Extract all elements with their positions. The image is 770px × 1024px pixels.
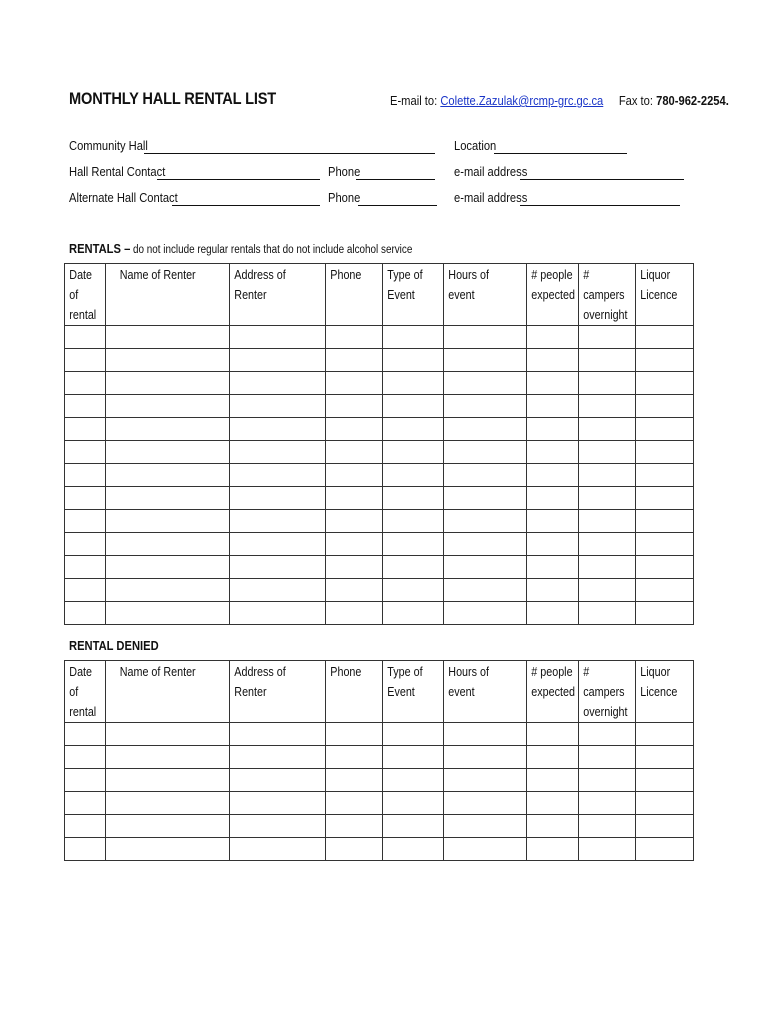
table-cell[interactable]: [65, 579, 106, 602]
table-cell[interactable]: [106, 792, 230, 815]
table-cell[interactable]: [444, 769, 527, 792]
table-cell[interactable]: [527, 487, 579, 510]
table-cell[interactable]: [326, 746, 383, 769]
table-cell[interactable]: [579, 746, 636, 769]
table-cell[interactable]: [383, 792, 444, 815]
table-cell[interactable]: [444, 326, 527, 349]
table-cell[interactable]: [106, 556, 230, 579]
table-cell[interactable]: [230, 838, 326, 861]
table-cell[interactable]: [230, 815, 326, 838]
table-cell[interactable]: [65, 746, 106, 769]
table-cell[interactable]: [636, 510, 694, 533]
table-cell[interactable]: [579, 533, 636, 556]
table-cell[interactable]: [579, 418, 636, 441]
rental-denied-table-body: [65, 723, 694, 861]
table-row: [65, 487, 694, 510]
table-cell[interactable]: [527, 838, 579, 861]
alternate-hall-contact-line[interactable]: [172, 205, 320, 206]
table-cell[interactable]: [326, 326, 383, 349]
phone-line-2[interactable]: [358, 205, 437, 206]
column-header-phone: Phone: [330, 665, 362, 679]
email-link[interactable]: Colette.Zazulak@rcmp-grc.gc.ca: [440, 93, 604, 108]
table-row: [65, 326, 694, 349]
table-row: [65, 510, 694, 533]
table-cell[interactable]: [230, 579, 326, 602]
table-row: [65, 815, 694, 838]
table-cell[interactable]: [230, 326, 326, 349]
table-cell[interactable]: [230, 395, 326, 418]
column-header-name: Name of Renter: [119, 268, 196, 282]
table-cell[interactable]: [65, 602, 106, 625]
table-cell[interactable]: [527, 349, 579, 372]
table-cell[interactable]: [579, 441, 636, 464]
table-cell[interactable]: [383, 418, 444, 441]
email-address-line-1[interactable]: [520, 179, 684, 180]
table-cell[interactable]: [65, 556, 106, 579]
table-row: [65, 464, 694, 487]
table-cell[interactable]: [383, 510, 444, 533]
column-header-campers: # campers overnight: [583, 268, 628, 322]
table-cell[interactable]: [326, 723, 383, 746]
table-cell[interactable]: [636, 838, 694, 861]
alternate-hall-contact-label: Alternate Hall Contact: [69, 190, 178, 205]
table-cell[interactable]: [383, 769, 444, 792]
table-cell[interactable]: [527, 815, 579, 838]
table-cell[interactable]: [383, 395, 444, 418]
table-cell[interactable]: [383, 838, 444, 861]
table-cell[interactable]: [230, 533, 326, 556]
table-cell[interactable]: [579, 372, 636, 395]
table-cell[interactable]: [230, 556, 326, 579]
table-cell[interactable]: [106, 464, 230, 487]
table-cell[interactable]: [326, 556, 383, 579]
table-cell[interactable]: [383, 464, 444, 487]
table-cell[interactable]: [326, 533, 383, 556]
table-cell[interactable]: [444, 349, 527, 372]
table-cell[interactable]: [444, 723, 527, 746]
column-header-people: # people expected: [531, 268, 575, 302]
table-cell[interactable]: [65, 815, 106, 838]
table-cell[interactable]: [383, 441, 444, 464]
table-cell[interactable]: [106, 602, 230, 625]
table-cell[interactable]: [326, 602, 383, 625]
table-cell[interactable]: [326, 441, 383, 464]
table-cell[interactable]: [106, 395, 230, 418]
table-cell[interactable]: [65, 395, 106, 418]
table-cell[interactable]: [579, 349, 636, 372]
phone-label-2: Phone: [328, 190, 361, 205]
table-cell[interactable]: [579, 792, 636, 815]
table-cell[interactable]: [636, 602, 694, 625]
table-cell[interactable]: [527, 769, 579, 792]
table-cell[interactable]: [579, 487, 636, 510]
column-header-type: Type of Event: [387, 665, 423, 699]
table-cell[interactable]: [444, 441, 527, 464]
table-cell[interactable]: [65, 326, 106, 349]
column-header-address: Address of Renter: [234, 268, 286, 302]
table-cell[interactable]: [636, 349, 694, 372]
table-cell[interactable]: [326, 464, 383, 487]
email-address-line-2[interactable]: [520, 205, 680, 206]
column-header-type: Type of Event: [387, 268, 423, 302]
table-cell[interactable]: [326, 838, 383, 861]
table-cell[interactable]: [230, 746, 326, 769]
table-cell[interactable]: [636, 464, 694, 487]
table-cell[interactable]: [527, 418, 579, 441]
phone-line-1[interactable]: [356, 179, 435, 180]
table-cell[interactable]: [230, 349, 326, 372]
column-header-campers: # campers overnight: [583, 665, 628, 719]
table-cell[interactable]: [106, 815, 230, 838]
table-cell[interactable]: [527, 723, 579, 746]
table-cell[interactable]: [444, 418, 527, 441]
table-cell[interactable]: [106, 349, 230, 372]
community-hall-line[interactable]: [144, 153, 435, 154]
table-cell[interactable]: [65, 464, 106, 487]
fax-prefix: Fax to:: [618, 93, 657, 108]
table-cell[interactable]: [579, 723, 636, 746]
table-cell[interactable]: [579, 769, 636, 792]
table-cell[interactable]: [636, 418, 694, 441]
hall-rental-contact-label: Hall Rental Contact: [69, 164, 166, 179]
column-header-hours: Hours of event: [448, 665, 489, 699]
table-row: [65, 533, 694, 556]
table-cell[interactable]: [636, 395, 694, 418]
table-cell[interactable]: [230, 464, 326, 487]
table-cell[interactable]: [444, 815, 527, 838]
table-cell[interactable]: [444, 533, 527, 556]
table-cell[interactable]: [106, 441, 230, 464]
table-cell[interactable]: [65, 372, 106, 395]
rentals-heading: [69, 241, 412, 256]
table-cell[interactable]: [527, 464, 579, 487]
table-cell[interactable]: [527, 792, 579, 815]
table-cell[interactable]: [579, 556, 636, 579]
column-header-phone: Phone: [330, 268, 362, 282]
table-cell[interactable]: [636, 372, 694, 395]
table-cell[interactable]: [383, 602, 444, 625]
table-cell[interactable]: [579, 326, 636, 349]
table-row: [65, 769, 694, 792]
contact-line: [390, 93, 729, 108]
table-cell[interactable]: [106, 723, 230, 746]
table-cell[interactable]: [326, 815, 383, 838]
fax-number: 780-962-2254.: [656, 93, 729, 108]
table-cell[interactable]: [383, 815, 444, 838]
table-row: [65, 441, 694, 464]
table-row: [65, 579, 694, 602]
table-cell[interactable]: [230, 602, 326, 625]
table-cell[interactable]: [527, 395, 579, 418]
table-row: [65, 349, 694, 372]
table-cell[interactable]: [65, 769, 106, 792]
table-cell[interactable]: [579, 464, 636, 487]
email-prefix: E-mail to:: [390, 93, 441, 108]
column-header-people: # people expected: [531, 665, 575, 699]
rentals-title: RENTALS –: [69, 241, 131, 256]
table-cell[interactable]: [383, 723, 444, 746]
table-cell[interactable]: [326, 418, 383, 441]
table-cell[interactable]: [383, 746, 444, 769]
table-cell[interactable]: [230, 769, 326, 792]
table-cell[interactable]: [65, 838, 106, 861]
community-hall-label: Community Hall: [69, 138, 148, 153]
email-address-label-2: e-mail address: [454, 190, 528, 205]
column-header-address: Address of Renter: [234, 665, 286, 699]
table-cell[interactable]: [230, 510, 326, 533]
table-cell[interactable]: [106, 746, 230, 769]
table-row: [65, 556, 694, 579]
table-cell[interactable]: [106, 533, 230, 556]
table-cell[interactable]: [383, 556, 444, 579]
rental-denied-title: RENTAL DENIED: [69, 638, 159, 653]
email-address-label-1: e-mail address: [454, 164, 528, 179]
table-row: [65, 746, 694, 769]
table-cell[interactable]: [527, 326, 579, 349]
table-cell[interactable]: [106, 510, 230, 533]
table-cell[interactable]: [106, 418, 230, 441]
rental-denied-heading: [69, 638, 159, 653]
table-cell[interactable]: [444, 372, 527, 395]
table-cell[interactable]: [527, 510, 579, 533]
table-cell[interactable]: [444, 487, 527, 510]
table-cell[interactable]: [527, 556, 579, 579]
table-cell[interactable]: [106, 838, 230, 861]
table-cell[interactable]: [326, 395, 383, 418]
column-header-liquor: Liquor Licence: [640, 665, 678, 699]
rentals-note: do not include regular rentals that do not include alcohol service: [130, 244, 413, 256]
table-cell[interactable]: [636, 746, 694, 769]
table-cell[interactable]: [106, 579, 230, 602]
table-cell[interactable]: [579, 579, 636, 602]
table-cell[interactable]: [444, 792, 527, 815]
table-cell[interactable]: [444, 556, 527, 579]
table-cell[interactable]: [383, 487, 444, 510]
table-cell[interactable]: [326, 769, 383, 792]
table-cell[interactable]: [326, 579, 383, 602]
hall-rental-contact-line[interactable]: [157, 179, 320, 180]
table-row: [65, 838, 694, 861]
table-cell[interactable]: [65, 510, 106, 533]
table-cell[interactable]: [383, 533, 444, 556]
table-cell[interactable]: [65, 487, 106, 510]
table-cell[interactable]: [230, 792, 326, 815]
table-cell[interactable]: [579, 838, 636, 861]
table-cell[interactable]: [636, 815, 694, 838]
table-cell[interactable]: [326, 372, 383, 395]
table-cell[interactable]: [230, 418, 326, 441]
table-cell[interactable]: [444, 746, 527, 769]
table-cell[interactable]: [326, 510, 383, 533]
table-cell[interactable]: [579, 815, 636, 838]
table-cell[interactable]: [444, 464, 527, 487]
table-cell[interactable]: [444, 838, 527, 861]
table-cell[interactable]: [383, 349, 444, 372]
rentals-header-row: [65, 264, 694, 326]
table-cell[interactable]: [326, 792, 383, 815]
location-label: Location: [454, 138, 497, 153]
table-cell[interactable]: [444, 602, 527, 625]
table-cell[interactable]: [326, 487, 383, 510]
table-row: [65, 418, 694, 441]
table-row: [65, 372, 694, 395]
table-cell[interactable]: [527, 533, 579, 556]
rental-denied-header-row: [65, 661, 694, 723]
table-cell[interactable]: [527, 579, 579, 602]
rental-denied-table: [64, 660, 694, 861]
location-line[interactable]: [494, 153, 627, 154]
table-row: [65, 723, 694, 746]
table-cell[interactable]: [230, 487, 326, 510]
rentals-table-body: [65, 326, 694, 625]
phone-label-1: Phone: [328, 164, 361, 179]
table-cell[interactable]: [636, 441, 694, 464]
table-cell[interactable]: [444, 510, 527, 533]
table-cell[interactable]: [636, 556, 694, 579]
column-header-date: Date of rental: [69, 268, 97, 322]
table-cell[interactable]: [527, 602, 579, 625]
table-cell[interactable]: [383, 372, 444, 395]
table-row: [65, 602, 694, 625]
table-cell[interactable]: [383, 326, 444, 349]
table-cell[interactable]: [65, 533, 106, 556]
table-row: [65, 395, 694, 418]
table-cell[interactable]: [383, 579, 444, 602]
table-cell[interactable]: [65, 418, 106, 441]
page-title: MONTHLY HALL RENTAL LIST: [69, 89, 277, 108]
table-cell[interactable]: [326, 349, 383, 372]
table-cell[interactable]: [527, 746, 579, 769]
table-cell[interactable]: [65, 349, 106, 372]
table-cell[interactable]: [106, 326, 230, 349]
column-header-liquor: Liquor Licence: [640, 268, 678, 302]
table-cell[interactable]: [579, 510, 636, 533]
table-cell[interactable]: [106, 372, 230, 395]
table-cell[interactable]: [636, 487, 694, 510]
rentals-table: [64, 263, 694, 625]
column-header-name: Name of Renter: [119, 665, 196, 679]
table-cell[interactable]: [636, 792, 694, 815]
table-cell[interactable]: [444, 395, 527, 418]
table-cell[interactable]: [444, 579, 527, 602]
table-cell[interactable]: [636, 579, 694, 602]
table-cell[interactable]: [579, 602, 636, 625]
table-cell[interactable]: [527, 372, 579, 395]
table-cell[interactable]: [230, 372, 326, 395]
table-cell[interactable]: [230, 723, 326, 746]
table-cell[interactable]: [636, 533, 694, 556]
table-cell[interactable]: [579, 395, 636, 418]
table-cell[interactable]: [65, 792, 106, 815]
table-cell[interactable]: [527, 441, 579, 464]
table-cell[interactable]: [106, 769, 230, 792]
table-cell[interactable]: [636, 326, 694, 349]
table-row: [65, 792, 694, 815]
table-cell[interactable]: [106, 487, 230, 510]
column-header-hours: Hours of event: [448, 268, 489, 302]
table-cell[interactable]: [230, 441, 326, 464]
table-cell[interactable]: [65, 723, 106, 746]
table-cell[interactable]: [636, 769, 694, 792]
column-header-date: Date of rental: [69, 665, 97, 719]
table-cell[interactable]: [65, 441, 106, 464]
table-cell[interactable]: [636, 723, 694, 746]
